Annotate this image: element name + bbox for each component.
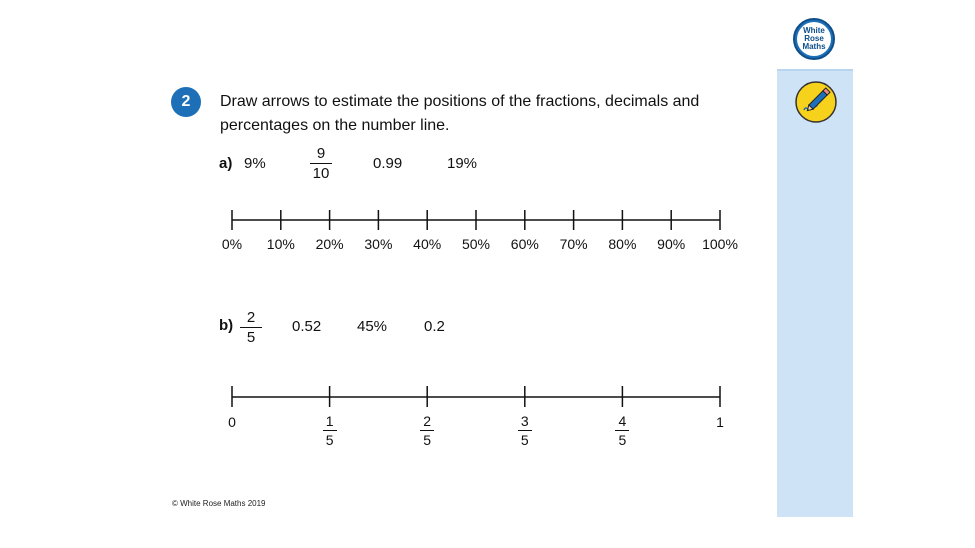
instruction-line-2: percentages on the number line. xyxy=(220,117,450,134)
logo-text: White Rose Maths xyxy=(802,26,826,51)
number-line-a-tick-label: 70% xyxy=(559,236,588,252)
number-line-b-tick-label xyxy=(320,413,340,448)
fraction-numerator: 2 xyxy=(246,309,256,326)
side-panel-divider xyxy=(777,69,853,71)
number-line-b-tick-label xyxy=(515,413,535,448)
tick-fraction-denominator: 5 xyxy=(423,432,432,449)
number-line-a-tick-label: 10% xyxy=(266,236,295,252)
number-line-a-tick-label: 60% xyxy=(510,236,539,252)
tick-fraction-denominator: 5 xyxy=(618,432,627,449)
copyright-footer: © White Rose Maths 2019 xyxy=(172,499,266,508)
side-panel xyxy=(777,70,853,517)
number-line-a-tick-label: 50% xyxy=(461,236,491,252)
number-line-b-end-right: 1 xyxy=(716,414,724,430)
tick-fraction-numerator: 4 xyxy=(618,413,627,429)
part-a-item-fraction xyxy=(308,145,334,182)
number-line-a-tick-label: 30% xyxy=(364,236,393,252)
part-b-item-decimal-052: 0.52 xyxy=(292,318,322,335)
tick-fraction-denominator: 5 xyxy=(325,432,334,449)
fraction-bar xyxy=(240,327,262,328)
number-line-b-tick-label xyxy=(417,413,437,448)
question-instruction xyxy=(220,90,760,138)
part-b-label: b) xyxy=(219,317,234,334)
part-b-item-fraction xyxy=(238,309,264,346)
number-line-a-tick-label: 100% xyxy=(702,236,738,252)
tick-fraction-bar xyxy=(323,430,337,431)
part-a-item-percent-9: 9% xyxy=(244,155,266,172)
pencil-icon xyxy=(794,80,838,124)
part-b-item-percent-45: 45% xyxy=(357,318,388,335)
tick-fraction-numerator: 1 xyxy=(325,413,334,429)
tick-fraction-numerator: 2 xyxy=(423,413,432,429)
number-line-a-tick-label: 20% xyxy=(315,236,344,252)
tick-fraction-bar xyxy=(420,430,434,431)
instruction-line-1: Draw arrows to estimate the positions of the fractions, decimals and xyxy=(220,93,700,110)
tick-fraction-bar xyxy=(615,430,629,431)
part-a-item-percent-19: 19% xyxy=(447,155,478,172)
fraction-denominator: 5 xyxy=(246,329,256,347)
number-line-b-end-left: 0 xyxy=(228,414,236,430)
white-rose-maths-logo xyxy=(793,18,835,60)
part-b-item-decimal-02: 0.2 xyxy=(424,318,445,335)
fraction-numerator: 9 xyxy=(316,145,326,162)
number-line-b-tick-label xyxy=(612,413,632,448)
question-number-badge: 2 xyxy=(171,87,201,117)
fraction-denominator: 10 xyxy=(312,165,330,183)
number-line-a-tick-label: 0% xyxy=(221,236,243,252)
part-a-item-decimal: 0.99 xyxy=(373,155,403,172)
number-line-a-tick-label: 90% xyxy=(657,236,686,252)
tick-fraction-denominator: 5 xyxy=(520,432,529,449)
fraction-bar xyxy=(310,163,332,164)
number-line-a-tick-label: 80% xyxy=(608,236,637,252)
logo-inner xyxy=(797,22,831,56)
tick-fraction-bar xyxy=(518,430,532,431)
number-line-a-tick-label: 40% xyxy=(413,236,442,252)
part-a-label: a) xyxy=(219,155,233,172)
tick-fraction-numerator: 3 xyxy=(520,413,529,429)
